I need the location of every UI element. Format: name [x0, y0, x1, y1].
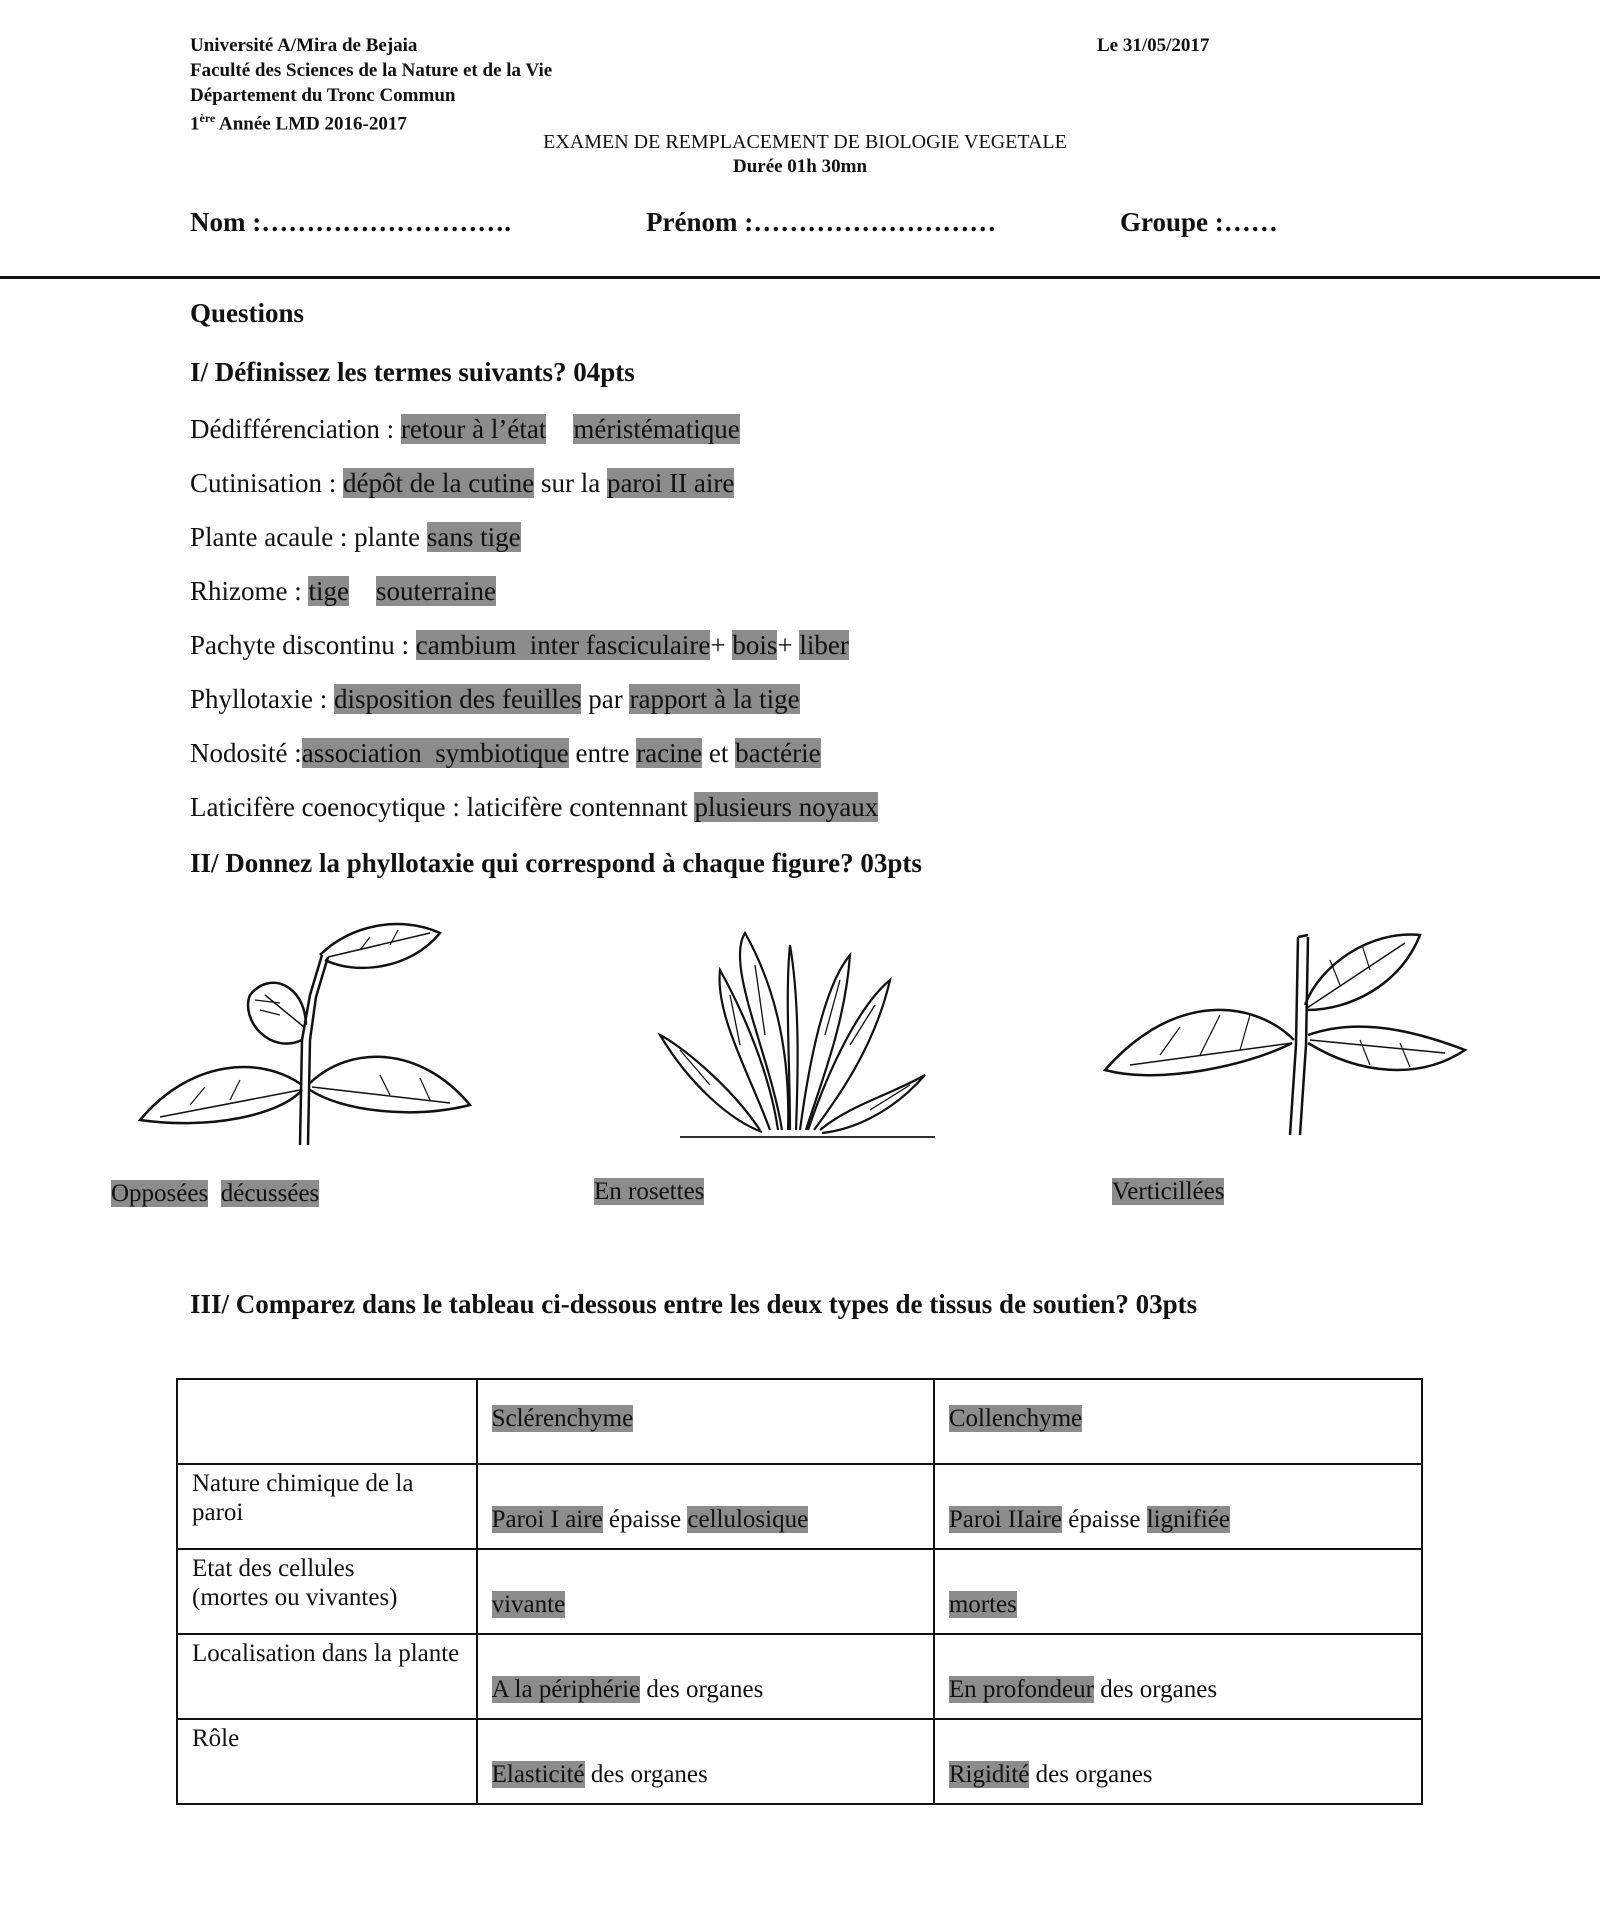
table-row — [177, 1464, 1422, 1549]
plant-figure-verticillees — [1100, 915, 1470, 1140]
university-name: Université A/Mira de Bejaia — [190, 35, 418, 56]
definition-cutinisation: Cutinisation : dépôt de la cutine sur la paroi II aire — [190, 468, 735, 498]
exam-title: EXAMEN DE REMPLACEMENT DE BIOLOGIE VEGETALE — [543, 131, 1067, 153]
plant-figure-rosette — [650, 925, 950, 1140]
definition-plante-acaule: Plante acaule : plante sans tige — [190, 522, 521, 552]
comparison-table — [176, 1378, 1423, 1805]
definition-pachyte-discontinu: Pachyte discontinu : cambium inter fasciculaire+ bois+ liber — [190, 630, 849, 660]
question-3-title: III/ Comparez dans le tableau ci-dessous entre les deux types de tissus de soutien? 03pts — [190, 1289, 1198, 1319]
cell-sclerenchyme-role: Elasticité des organes — [477, 1719, 934, 1804]
table-row — [177, 1719, 1422, 1804]
nom-field[interactable]: Nom :………………………. — [190, 207, 511, 237]
question-1-title: I/ Définissez les termes suivants? 04pts — [190, 357, 635, 387]
exam-date: Le 31/05/2017 — [1097, 35, 1210, 56]
caption-rosettes: En rosettes — [594, 1178, 705, 1205]
header-divider — [0, 276, 1600, 279]
question-2-title: II/ Donnez la phyllotaxie qui correspond à chaque figure? 03pts — [190, 848, 922, 878]
row-label-etat-cellules: Etat des cellules (mortes ou vivantes) — [177, 1549, 477, 1634]
year-superscript: ère — [199, 111, 216, 125]
plant-figure-opposees — [130, 915, 480, 1150]
caption-verticillees: Verticillées — [1112, 1178, 1225, 1205]
header-sclerenchyme: Sclérenchyme — [477, 1379, 934, 1464]
questions-heading: Questions — [190, 298, 305, 328]
exam-duration: Durée 01h 30mn — [732, 156, 868, 177]
row-label-localisation: Localisation dans la plante — [177, 1634, 477, 1719]
cell-collenchyme-localisation: En profondeur des organes — [934, 1634, 1422, 1719]
definition-dedifferenciation: Dédifférenciation : retour à l’état méristématique — [190, 414, 740, 444]
definition-phyllotaxie: Phyllotaxie : disposition des feuilles par rapport à la tige — [190, 684, 800, 714]
cell-sclerenchyme-nature: Paroi I aire épaisse cellulosique — [477, 1464, 934, 1549]
cell-collenchyme-role: Rigidité des organes — [934, 1719, 1422, 1804]
table-row — [177, 1634, 1422, 1719]
table-corner-cell — [177, 1379, 477, 1464]
row-label-role: Rôle — [177, 1719, 477, 1804]
row-label-nature-chimique: Nature chimique de la paroi — [177, 1464, 477, 1549]
definition-laticifere: Laticifère coenocytique : laticifère contennant plusieurs noyaux — [190, 792, 879, 822]
cell-collenchyme-etat: mortes — [934, 1549, 1422, 1634]
department-name: Département du Tronc Commun — [190, 85, 456, 106]
header-collenchyme: Collenchyme — [934, 1379, 1422, 1464]
caption-opposees-decussees: Opposées décussées — [111, 1180, 320, 1207]
faculty-name: Faculté des Sciences de la Nature et de la Vie — [190, 60, 553, 81]
table-row — [177, 1549, 1422, 1634]
year-rest: Année LMD 2016-2017 — [215, 113, 407, 135]
cell-sclerenchyme-localisation: A la périphérie des organes — [477, 1634, 934, 1719]
groupe-field[interactable]: Groupe :…… — [1120, 207, 1278, 237]
cell-sclerenchyme-etat: vivante — [477, 1549, 934, 1634]
definition-nodosite: Nodosité :association symbiotique entre racine et bactérie — [190, 738, 821, 768]
definition-rhizome: Rhizome : tige souterraine — [190, 576, 496, 606]
cell-collenchyme-nature: Paroi IIaire épaisse lignifiée — [934, 1464, 1422, 1549]
year-number: 1 — [190, 113, 200, 135]
table-header-row — [177, 1379, 1422, 1464]
prenom-field[interactable]: Prénom :……………………… — [646, 207, 997, 237]
